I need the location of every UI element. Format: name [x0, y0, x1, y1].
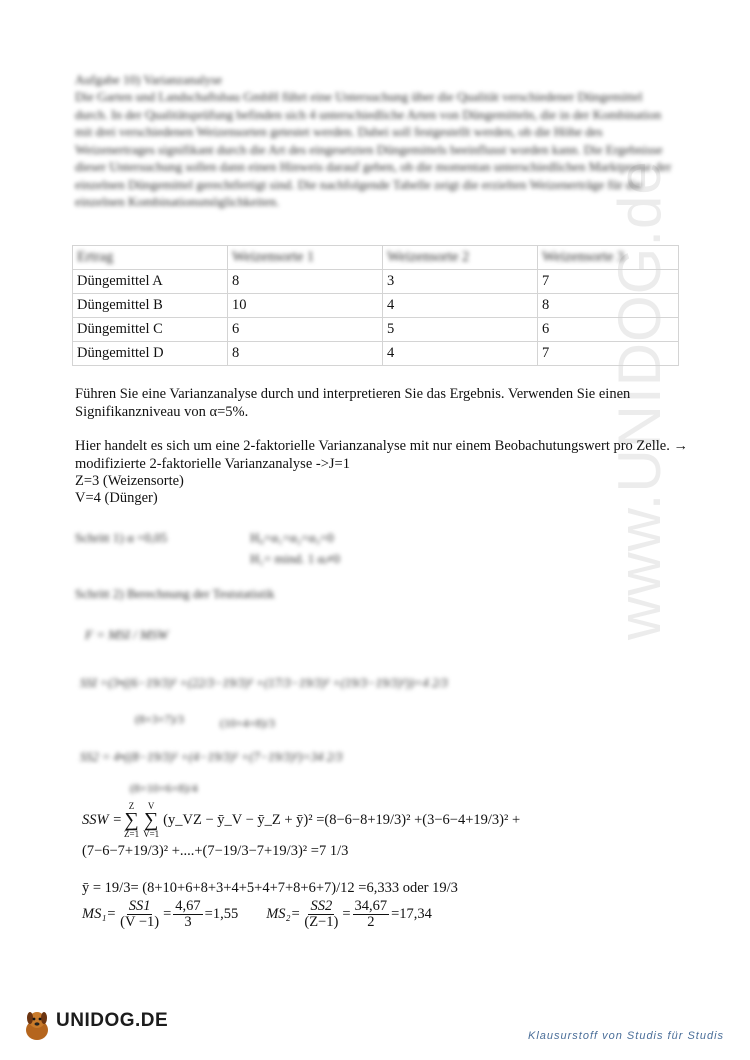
ss2-note: (8+10+6+8)/4 [130, 781, 198, 795]
step1-label: Schritt 1) α =0,05 [75, 530, 168, 545]
explanation-text: Hier handelt es sich um eine 2-faktorielle Varianzanalyse mit nur einem Beobachutungswert pro Zelle. → modifizierte 2-faktorielle Varianzanalyse ->J=1 [75, 438, 688, 472]
table-header-cell: Weizensorte 3 [538, 246, 679, 270]
ybar-formula: ȳ = 19/3= (8+10+6+8+3+4+5+4+7+8+6+7)/12 =6,333 oder 19/3 [82, 880, 458, 896]
table-cell: Düngemittel B [73, 294, 228, 318]
step1-null-hypothesis: H₀=α₁=α₂=α₃=0 [250, 530, 334, 545]
ms1-value-fraction [173, 899, 202, 930]
table-cell: 8 [228, 270, 383, 294]
table-row [73, 318, 679, 342]
ss1-note: (10+4+8)/3 [220, 716, 275, 730]
task-heading: Aufgabe 10) Varianzanalyse [75, 72, 223, 87]
ms2-lhs: MS₂= [266, 905, 301, 922]
fraction-denominator: 2 [367, 913, 375, 930]
ssw-rhs: (y_VZ − ȳ_V − ȳ_Z + ȳ)² =(8−6−8+19/3)² +(3−6−4+19/3)² + [163, 811, 521, 828]
fraction-denominator: (Z−1) [304, 913, 339, 930]
table-header-cell: Ertrag [73, 246, 228, 270]
ms2-result: =17,34 [391, 905, 432, 922]
table-cell: 6 [538, 318, 679, 342]
ssw-continuation: (7−6−7+19/3)² +....+(7−19/3−7+19/3)² =7 1/3 [82, 843, 349, 859]
table-cell: 4 [383, 294, 538, 318]
table-cell: 7 [538, 342, 679, 366]
table-header-cell: Weizensorte 1 [228, 246, 383, 270]
dog-logo-icon [22, 1008, 52, 1042]
footer-brand-logo[interactable]: UNIDOG.DE [56, 1010, 169, 1031]
sum-upper-limit: Z [128, 801, 135, 811]
table-cell: 5 [383, 318, 538, 342]
footer-tagline: Klausurstoff von Studis für Studis [528, 1030, 725, 1042]
ms-formulas: MS₁= $\frac{SS1}{(V -1)}$ = $\frac{4,67}{3}$ =1,55 MS₂= $\frac{SS2}{(Z-1)}$ = $\frac{34,67}{2}$ =17,34 [82, 897, 432, 930]
watermark-text: www.UNIDOG.de [606, 160, 673, 640]
table-cell: 10 [228, 294, 383, 318]
step1-alt-hypothesis: H₁= mind. 1 αᵢ≠0 [250, 551, 341, 566]
fraction-numerator: 4,67 [175, 897, 201, 914]
ss1-note: (8+3+7)/3 [135, 712, 184, 726]
table-header-row [73, 246, 679, 270]
table-row [73, 270, 679, 294]
ss1-formula: SSI =(3•((6−19/3)² +(22/3−19/3)² +(17/3−19/3)² +(19/3−19/3)²))=4 2/3 [80, 676, 448, 690]
table-cell: Düngemittel D [73, 342, 228, 366]
sum-symbol: V ∑ V=1 [143, 801, 160, 839]
fraction-numerator: SS2 [310, 897, 333, 914]
task-instruction: Führen Sie eine Varianzanalyse durch und interpretieren Sie das Ergebnis. Verwenden Sie einen Signifikanzniveau von α=5%. [75, 386, 631, 420]
table-cell: 4 [383, 342, 538, 366]
step2-label: Schritt 2) Berechnung der Teststatistik [75, 586, 275, 601]
ms1-fraction [118, 899, 161, 930]
fraction-numerator: SS1 [128, 897, 151, 914]
table-cell: Düngemittel A [73, 270, 228, 294]
sum-upper-limit: V [147, 801, 155, 811]
task-intro-paragraph: Die Garten und Landschaftsbau GmbH führt eine Untersuchung über die Qualität verschiedener Düngemittel durch. In der Qualitätsprüfung befinden sich 4 unterschiedliche Arten von Düngemitteln, die in der Kombination mit drei verschiedenen Weizensorten getestet werden. Dabei soll festgestellt werden, ob die Höhe des Weizenertrages signifikant durch die Art des eingesetzten Düngemittels beeinflusst worden kann. Die Ergebnisse dieser Untersuchung sollen dann einen Hinweis darauf geben, ob die momentan unterschiedlichen Marktpreise der einzelnen Düngemittel gerechtfertigt sind. Die nachfolgende Tabelle zeigt die erzielten Weizenerträge für die einzelnen Kombinationsmöglichkeiten. [75, 89, 672, 209]
yield-table [72, 245, 679, 366]
ms2-fraction [302, 899, 340, 930]
ms2-value-fraction [353, 899, 390, 930]
sum-lower-limit: V=1 [143, 829, 160, 839]
fraction-denominator: (V −1) [120, 913, 160, 930]
table-cell: 8 [538, 294, 679, 318]
ss2-formula: SS2 = 4•((8−19/3)² +(4−19/3)² +(7−19/3)²)=34 2/3 [80, 750, 343, 764]
ms1-result: =1,55 [204, 905, 239, 922]
table-cell: 3 [383, 270, 538, 294]
ms1-lhs: MS₁= [82, 905, 117, 922]
table-row [73, 294, 679, 318]
table-header-cell: Weizensorte 2 [383, 246, 538, 270]
table-cell: 6 [228, 318, 383, 342]
table-cell: Düngemittel C [73, 318, 228, 342]
table-cell: 8 [228, 342, 383, 366]
z-definition: Z=3 (Weizensorte) [75, 473, 184, 489]
table-cell: 7 [538, 270, 679, 294]
sum-lower-limit: Z=1 [124, 829, 140, 839]
fraction-denominator: 3 [184, 913, 192, 930]
v-definition: V=4 (Dünger) [75, 490, 158, 506]
table-row [73, 342, 679, 366]
ssw-lhs: SSW = [82, 811, 122, 828]
fraction-numerator: 34,67 [354, 897, 388, 914]
sum-symbol: Z ∑ Z=1 [124, 801, 140, 839]
ssw-formula [82, 800, 520, 840]
f-statistic-formula: F = MSI / MSW [85, 627, 169, 642]
